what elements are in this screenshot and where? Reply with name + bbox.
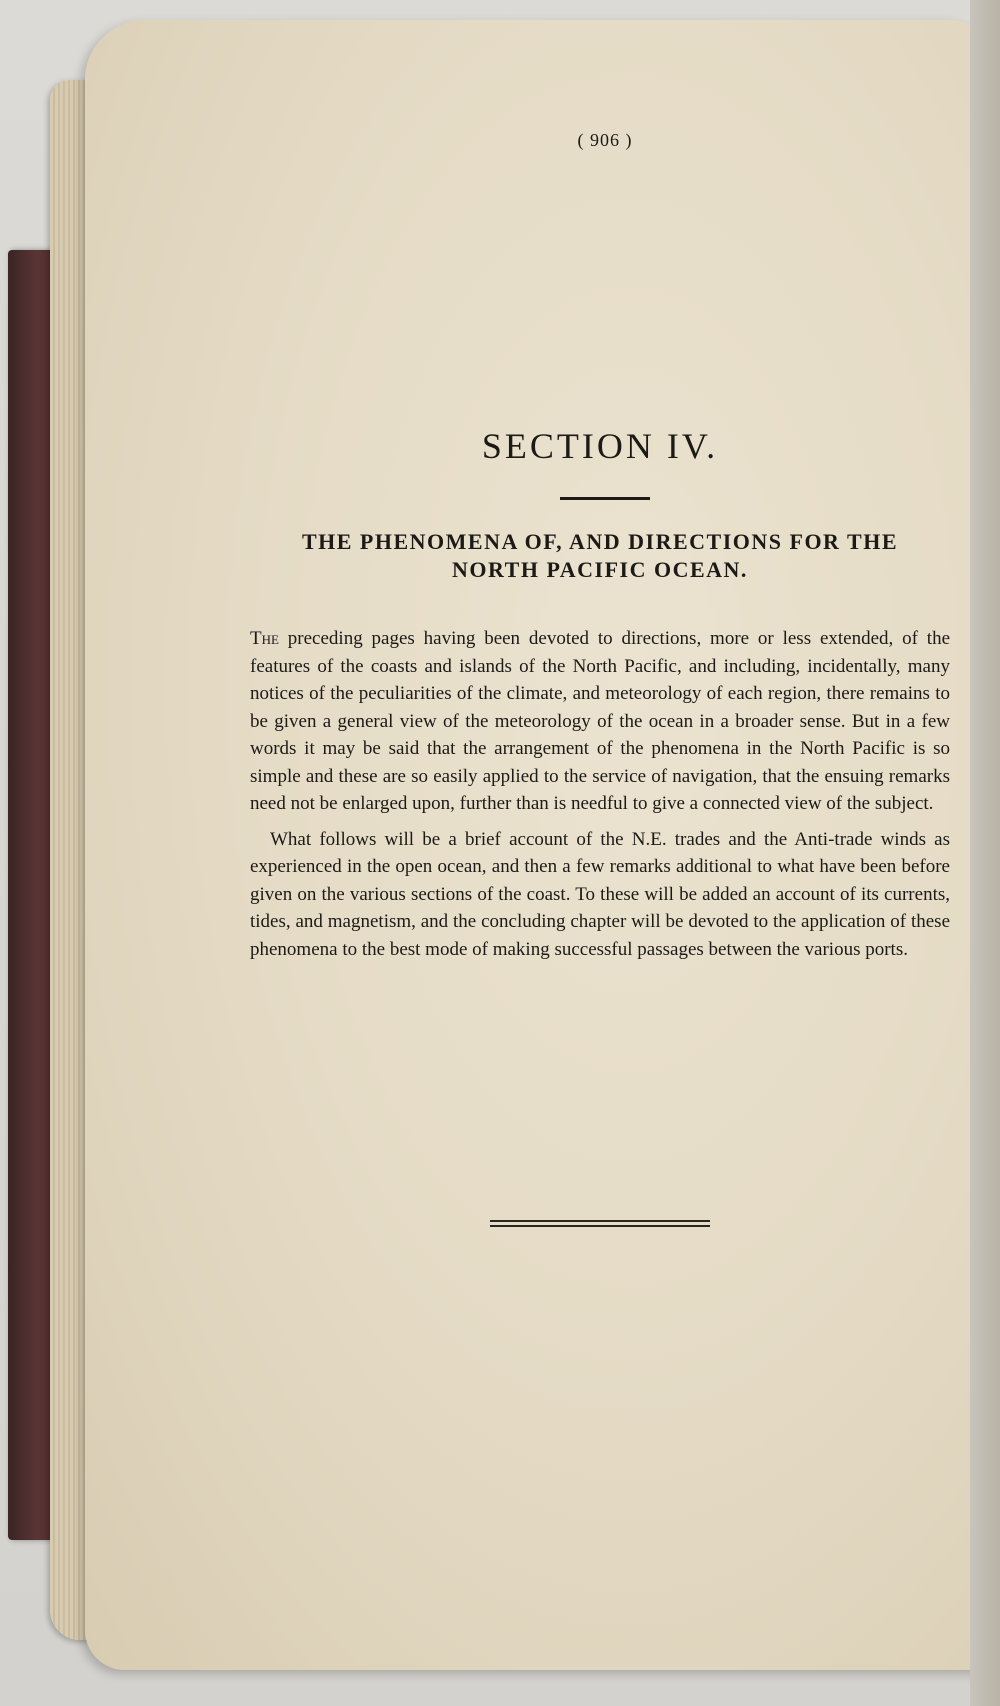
section-title: SECTION IV. xyxy=(481,426,719,466)
paragraph-1 xyxy=(250,625,950,818)
facing-page-edge xyxy=(970,0,1000,1706)
end-rule-line-bottom xyxy=(490,1225,710,1227)
end-rule-line-top xyxy=(490,1220,710,1222)
end-rule xyxy=(490,1220,710,1230)
chapter-heading-line2: NORTH PACIFIC OCEAN. xyxy=(452,557,748,582)
chapter-heading xyxy=(250,528,950,584)
body-text xyxy=(250,625,950,971)
chapter-heading-line1: THE PHENOMENA OF, AND DIRECTIONS FOR THE xyxy=(301,529,899,554)
page-number: ( 906 ) xyxy=(577,130,633,150)
title-rule xyxy=(560,497,650,500)
paragraph-1-rest: preceding pages having been devoted to directions, more or less extended, of the features of the coasts and islands of the North Pacific, and including, incidentally, many notices of the peculiarities of the climate, and meteorology of each region, there remains to be given a general view of the meteorology of the ocean in a broader sense. But in a few words it may be said that the arrangement of the phenomena in the North Pacific is so simple and these are so easily applied to the service of navigation, that the ensuing remarks need not be enlarged upon, further than is needful to give a connected view of the subject. xyxy=(250,628,950,814)
paragraph-1-lead: The xyxy=(250,628,279,649)
paragraph-2: What follows will be a brief account of the N.E. trades and the Anti-trade winds as experienced in the open ocean, and then a few remarks additional to what have been before given on the various sections of the coast. To these will be added an account of its currents, tides, and magnetism, and the concluding chapter will be devoted to the application of these phenomena to the best mode of making successful passages between the various ports. xyxy=(250,828,950,960)
